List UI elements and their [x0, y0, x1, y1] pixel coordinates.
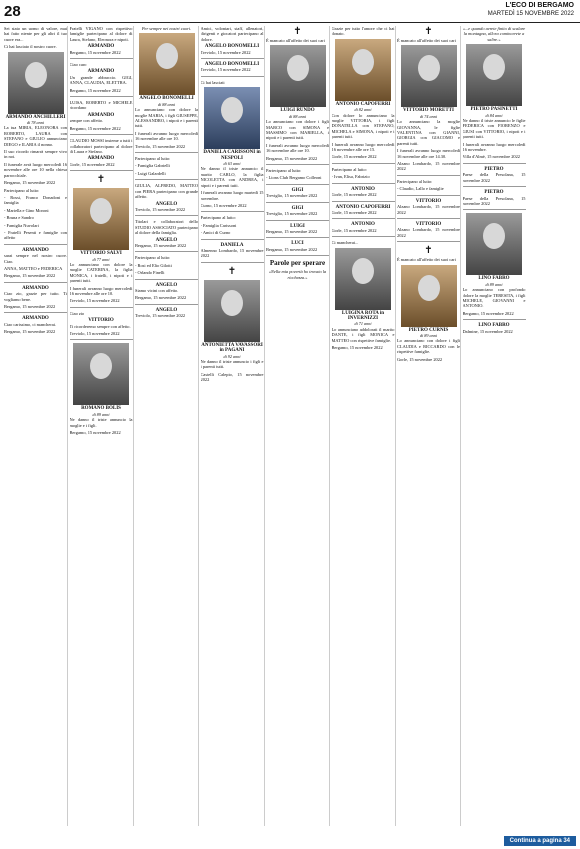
notice-text: La tua MIRIA, ELEONORA con ROBERTO, LAURA con STEFANO e GIULIO annunciano DIEGO e ILARIA il nonno.: [4, 125, 67, 147]
notice-text: Bergamo, 15 novembre 2022: [4, 329, 56, 335]
divider: [463, 319, 526, 320]
notice-text: Lo annunciano addolorati il marito DANTE, i figli MONICA e MATTEO con rispettive famiglie.: [331, 326, 395, 343]
portrait-photo: [204, 87, 260, 149]
deceased-name: ANTONIO CAPOFERRI: [335, 101, 391, 107]
notice-text: Il funerale avrà luogo mercoledì 16 novembre alle ore 10 nella chiesa parrocchiale.: [4, 161, 67, 178]
notice-text: Castelli Calepio, 15 novembre 2022: [200, 371, 264, 383]
notice-text: Amici, volontari, staff, allenatori, dirigenti e giocatori partecipano al dolore.: [200, 26, 264, 42]
notice-text: - Rosi ed Elio Gilotti: [135, 262, 172, 268]
notice-text: Ne danno il triste annuncio la moglie e i figli.: [69, 417, 133, 428]
notice-text: Siamo vicini con affetto.: [135, 287, 179, 293]
divider: [397, 175, 460, 176]
notice-text: Villa d'Almè, 15 novembre 2022: [462, 154, 520, 160]
notice-text: Bergamo, 15 novembre 2022: [135, 295, 187, 301]
deceased-name: ANTONIO: [351, 222, 375, 228]
cross-icon: ✝: [424, 26, 433, 37]
portrait-photo: [466, 44, 522, 106]
notice-text: Partecipano al lutto:: [4, 187, 40, 193]
column-2: [70, 26, 134, 826]
divider: [463, 186, 526, 187]
quote-text: «...e quando avrete finito di scalare la montagna, allora comincerete a salire.»: [462, 26, 526, 42]
deceased-name: LUIGINA ROTA in INVERNIZZI: [341, 310, 385, 321]
deceased-name: PIETRO PASINETTI: [470, 107, 518, 113]
portrait-photo: [8, 52, 64, 114]
divider: [135, 279, 198, 280]
column-5: [266, 26, 330, 826]
deceased-name: ARMANDO: [22, 285, 49, 291]
obituary-columns: [4, 26, 576, 826]
divider: [397, 195, 460, 196]
masthead: [488, 1, 574, 19]
divider: [4, 312, 67, 313]
notice-text: Bergamo, 15 novembre 2022: [266, 155, 318, 161]
divider: [70, 307, 133, 308]
notice-text: Lo annunciano con profondo dolore la moglie TERESITA, i figli MICHELE, GIOVANNI e ANTONIO.: [462, 287, 526, 309]
deceased-name: VITTORIO SALVI: [80, 251, 122, 257]
notice-text: - Rossi, Franco Donadoni e famiglia: [4, 194, 67, 206]
quote-text: Per sempre nei nostri cuori.: [141, 26, 192, 31]
age-note: di 74 anni: [420, 113, 437, 119]
deceased-name: ANGELO: [155, 201, 178, 207]
deceased-name: ANTONIO CAPOFERRI: [335, 204, 391, 210]
deceased-name: ARMANDO: [87, 112, 115, 118]
notice-text: I funerali avranno luogo mercoledì 16 novembre alle ore 10.: [69, 285, 133, 296]
notice-text: - Fratelli Pesenti e famiglie con affetto: [4, 229, 67, 241]
portrait-photo: [466, 213, 522, 275]
notice-text: Con dolore lo annunciano la moglie VITTORIA, i figli DONATELLA con STEFANO, MICHELA e SIMONA, i nipoti e i parenti tutti.: [331, 112, 395, 140]
notice-text: Bergamo, 15 novembre 2022: [69, 125, 121, 131]
notice-text: Treviolo, 15 novembre 2022: [69, 331, 120, 336]
notice-text: Bergamo, 15 novembre 2022: [69, 430, 121, 436]
deceased-name: ARMANDO: [87, 44, 115, 50]
notice-text: LUISA, ROBERTO e MICHELE ricordano: [69, 100, 133, 111]
age-note: di 77 anni: [92, 256, 110, 262]
notice-text: È mancato all'affetto dei suoi cari: [266, 38, 325, 43]
divider: [266, 237, 329, 238]
age-note: di 92 anni: [223, 353, 241, 359]
age-note: di 88 anni: [289, 113, 306, 119]
deceased-name: VITTORIO: [415, 198, 442, 204]
notice-text: - Lions Club Bergamo Colleoni: [266, 175, 322, 181]
notice-text: Lo annunciano con dolore i figli MARCO con SIMONA e MASSIMO con MARIELLA, i nipoti e i parenti tutti.: [266, 119, 329, 141]
page-number: 28: [4, 3, 21, 20]
notice-text: Almenno Lombardo, 15 novembre 2022: [200, 247, 264, 259]
divider: [135, 304, 198, 305]
continue-banner[interactable]: Continua a pagina 34: [504, 836, 576, 846]
notice-text: Ci mancherai...: [331, 240, 359, 246]
notice-text: È mancato all'affetto dei suoi cari: [397, 38, 456, 43]
notice-text: Treviolo, 15 novembre 2022: [135, 206, 186, 212]
notice-text: Bergamo, 15 novembre 2022: [266, 246, 318, 252]
deceased-name: ANTONIETTA VAVASSORI in PAGANI: [201, 342, 263, 354]
age-note: di 89 anni: [485, 281, 503, 287]
notice-text: Grazie per tutto l'amore che ci hai donato.: [331, 26, 395, 37]
deceased-name: LUIGI: [290, 223, 305, 229]
column-7: [397, 26, 461, 826]
notice-text: - Mariella e Gino Moroni: [4, 207, 49, 213]
cross-icon: ✝: [293, 26, 302, 37]
notice-text: Gorle, 15 novembre 2022: [331, 227, 377, 233]
notice-text: Ne danno il triste annuncio i figli e i parenti tutti.: [200, 358, 264, 370]
divider: [4, 282, 67, 283]
divider: [463, 163, 526, 164]
divider: [332, 218, 395, 219]
issue-date: MARTEDÌ 15 NOVEMBRE 2022: [487, 11, 574, 17]
notice-text: I funerali avranno luogo mercoledì 16 novembre alle ore 10.: [266, 142, 329, 154]
notice-text: - Amici di Curno: [200, 230, 231, 236]
notice-text: Paese della Presolana, 15 novembre 2022: [462, 195, 526, 206]
notice-text: Ci hai lasciati: [200, 79, 225, 85]
divider: [266, 184, 329, 185]
notice-text: Gorle, 15 novembre 2022: [331, 209, 377, 215]
notice-text: Treviolo, 15 novembre 2022: [200, 67, 251, 73]
notice-text: Un grande abbraccio. GIGI, ANNA, CLAUDIA, ELETTRA.: [69, 74, 133, 86]
notice-text: Lo annunciano con dolore i figli CLAUDIA e RICCARDO con le rispettive famiglie.: [397, 338, 460, 355]
divider: [332, 236, 395, 237]
divider: [201, 262, 264, 263]
column-8: [463, 26, 526, 826]
notice-text: sempre con affetto.: [69, 118, 104, 124]
deceased-name: ANGELO: [155, 237, 178, 243]
notice-text: Bergamo, 15 novembre 2022: [462, 310, 514, 316]
deceased-name: DANIELA CARISSONI in NESPOLI: [203, 150, 261, 161]
notice-text: - Bruna e Sandro: [4, 215, 34, 221]
divider: [201, 58, 264, 59]
notice-text: Treviolo, 15 novembre 2022: [69, 298, 120, 304]
notice-text: Partecipano al lutto:: [200, 215, 236, 221]
notice-text: Bergamo, 15 novembre 2022: [4, 273, 56, 279]
notice-text: Treviglio, 15 novembre 2022: [266, 193, 318, 199]
notice-text: Partecipano al lutto:: [135, 255, 171, 261]
deceased-name: LINO FABRO: [478, 276, 510, 282]
notice-text: I funerali avranno luogo mercoledì 16 novembre alle ore 14.30.: [397, 148, 460, 159]
notice-text: ANNA, MATTEO e FEDERICA: [4, 265, 63, 271]
divider: [266, 255, 329, 256]
deceased-name: LINO FABRO: [478, 323, 510, 329]
notice-text: - Ivan, Elisa, Fabrizio: [331, 174, 370, 180]
divider: [4, 244, 67, 245]
notice-text: Ciao zio: [69, 310, 85, 316]
portrait-photo: [73, 343, 129, 405]
divider: [201, 76, 264, 77]
notice-text: Paese della Presolana, 15 novembre 2022: [462, 172, 526, 183]
notice-text: I funerali avranno luogo mercoledì 16 novembre alle ore 15.: [331, 141, 395, 153]
notice-text: sarai sempre nel nostro cuore. Ciao.: [4, 253, 67, 264]
notice-text: Dalmine, 15 novembre 2022: [462, 328, 513, 334]
cross-icon: ✝: [424, 245, 433, 257]
notice-text: Treviolo, 15 novembre 2022: [200, 49, 251, 55]
column-4: [201, 26, 265, 826]
notice-text: Treviolo, 15 novembre 2022: [135, 143, 186, 149]
deceased-name: LUCI: [291, 241, 304, 247]
column-6: [332, 26, 396, 826]
notice-text: Bergamo, 15 novembre 2022: [266, 228, 318, 234]
portrait-photo: [270, 45, 326, 107]
notice-text: Sei stato un uomo di valore, mai hai fatto niente per gli altri il tuo cuore era...: [4, 26, 67, 42]
notice-text: Bergamo, 15 novembre 2022: [4, 180, 56, 186]
notice-text: Alzano Lombardo, 15 novembre 2022: [397, 204, 460, 215]
portrait-photo: [401, 265, 457, 327]
notice-text: Titolari e collaboratori dello STUDIO ASSOCIATO partecipano al dolore della famiglia.: [135, 219, 198, 236]
notice-text: Partecipano al lutto:: [331, 166, 367, 172]
notice-text: Lo annunciano con dolore la moglie CATERINA, la figlia MONICA, i fratelli, i nipoti e i parenti tutti.: [69, 261, 133, 284]
age-note: di 63 anni: [223, 161, 241, 167]
deceased-name: ARMANDO: [22, 316, 49, 322]
notice-text: - Claudio, Lallo e famiglie: [397, 186, 444, 192]
age-note: di 82 anni: [354, 107, 372, 113]
divider: [332, 163, 395, 164]
notice-text: Gorle, 15 novembre 2022: [397, 356, 443, 362]
divider: [70, 170, 133, 171]
notice-text: Ciao caro: [69, 62, 87, 68]
deceased-name: PIETRO: [484, 166, 504, 172]
deceased-name: GIGI: [291, 187, 304, 193]
notice-text: - Orlando Finelli: [135, 270, 165, 276]
notice-text: - Luigi Galardelli: [135, 170, 166, 176]
portrait-photo: [335, 248, 391, 310]
notice-text: Alzano Lombardo, 15 novembre 2022: [397, 161, 460, 172]
deceased-name: LUIGI RUNDO: [280, 108, 315, 114]
divider: [201, 211, 264, 212]
age-note: di 78 anni: [27, 120, 44, 126]
section-heading: Parole per sperare: [269, 259, 326, 268]
publication-name: L'ECO DI BERGAMO: [505, 2, 574, 9]
divider: [332, 201, 395, 202]
notice-text: Ciao zio, grazie per tutto. Ti vogliamo bene.: [4, 291, 67, 302]
divider: [135, 251, 198, 252]
divider: [332, 183, 395, 184]
portrait-photo: [73, 188, 129, 250]
divider: [463, 209, 526, 210]
divider: [266, 220, 329, 221]
notice-text: Bergamo, 15 novembre 2022: [135, 242, 187, 248]
divider: [70, 58, 133, 59]
divider: [266, 202, 329, 203]
page-header: [0, 0, 580, 23]
notice-text: Ti ricorderemo sempre con affetto.: [69, 323, 131, 329]
portrait-photo: [204, 280, 260, 342]
notice-text: Fratelli VIGANO con rispettivo famiglie partecipano al dolore di Laura, Stefano, Eleonora e nipoti.: [69, 26, 133, 42]
divider: [70, 339, 133, 340]
portrait-photo: [139, 33, 195, 95]
cross-icon: ✝: [227, 265, 237, 277]
notice-text: Ci hai lasciato il nostro cuore.: [4, 44, 57, 50]
notice-text: Gorle, 15 novembre 2022: [331, 154, 377, 160]
divider: [397, 241, 460, 242]
age-note: di 89 anni: [92, 411, 110, 417]
notice-text: GIULIA, ALFREDO, MATTEO con PIERA partecipano con grande affetto.: [135, 183, 198, 200]
notice-text: CLAUDIO MOSSI insieme a tutti i collaboratori partecipano al dolore di Laura e Stefano.: [69, 138, 133, 154]
column-3: [135, 26, 199, 826]
deceased-name: DANIELA: [220, 242, 244, 248]
divider: [135, 179, 198, 180]
notice-text: Ne danno il triste annuncio il marito CARLO, la figlia NICOLETTA con ANDREA, i nipoti e i parenti tutti.: [200, 166, 264, 188]
divider: [70, 96, 133, 97]
age-note: di 88 anni: [158, 101, 175, 107]
notice-text: Gorle, 15 novembre 2022: [69, 161, 115, 167]
notice-text: Curno, 15 novembre 2022: [200, 202, 247, 208]
notice-text: - Famiglia Carissoni: [200, 222, 237, 228]
deceased-name: ARMANDO ANCHILLERI: [5, 114, 66, 120]
notice-text: I funerali avranno luogo martedì 15 novembre.: [200, 190, 264, 201]
portrait-photo: [401, 45, 457, 107]
notice-text: Treviolo, 15 novembre 2022: [135, 313, 186, 319]
deceased-name: ANGELO BONOMELLI: [204, 62, 260, 68]
divider: [397, 218, 460, 219]
notice-text: I funerali avranno luogo mercoledì 16 novembre.: [462, 141, 526, 153]
age-note: di 89 anni: [420, 332, 437, 338]
notice-text: Partecipano al lutto:: [397, 178, 433, 184]
deceased-name: PIETRO CURNIS: [408, 327, 449, 333]
deceased-name: PIETRO: [484, 190, 504, 196]
deceased-name: ANGELO: [155, 307, 178, 313]
divider: [135, 215, 198, 216]
notice-text: Treviglio, 15 novembre 2022: [266, 211, 318, 217]
notice-text: - Famiglia Nuvolari: [4, 222, 39, 228]
notice-text: È mancato all'affetto dei suoi cari: [397, 257, 456, 263]
notice-text: Lo annunciano la moglie GIOVANNA, le figlie VALENTINA con GIANNI, GIORGIA con GIACOMO e parenti tutti.: [397, 119, 460, 146]
age-note: di 84 anni: [485, 112, 503, 118]
deceased-name: ARMANDO: [22, 247, 49, 253]
age-note: di 71 anni: [354, 321, 372, 327]
column-1: [4, 26, 68, 826]
notice-text: I funerali avranno luogo mercoledì 16 novembre alle ore 10.: [135, 130, 198, 142]
deceased-name: ANGELO: [155, 282, 178, 288]
cross-icon: ✝: [96, 174, 106, 186]
divider: [266, 164, 329, 165]
portrait-photo: [335, 39, 391, 101]
deceased-name: ANTONIO: [351, 186, 375, 192]
notice-text: - Famiglia Gabrielli: [135, 163, 170, 169]
deceased-name: ARMANDO: [87, 156, 115, 162]
notice-text: Bergamo, 15 novembre 2022: [4, 304, 56, 309]
notice-text: Il suo ricordo rimarrà sempre vivo in noi.: [4, 149, 67, 160]
notice-text: Ne danno il triste annuncio le figlie FEDERICA con FIORENZO e GIUSI con VITTORIO, i nipoti e i parenti tutti.: [462, 118, 526, 140]
notice-text: Bergamo, 15 novembre 2022: [69, 49, 121, 55]
deceased-name: VITTORIO: [415, 221, 442, 227]
notice-text: Partecipano al lutto:: [266, 168, 302, 174]
deceased-name: ARMANDO: [87, 69, 115, 75]
notice-text: Ciao carissimo, ci mancherai.: [4, 321, 57, 327]
divider: [201, 239, 264, 240]
deceased-name: ANGELO BONOMELLI: [139, 96, 194, 102]
notice-text: Alzano Lombardo, 15 novembre 2022: [397, 227, 460, 238]
notice-text: Gorle, 15 novembre 2022: [331, 192, 377, 198]
quote-text: «Nella mia povertà ho trovato la ricchezza.»: [268, 269, 327, 280]
notice-text: Lo annunciano con dolore la moglie MARIA, i figli GIUSEPPE, ALESSANDRO, i nipoti e i parenti tutti.: [135, 107, 198, 129]
deceased-name: ROMANO BOLIS: [81, 406, 121, 412]
deceased-name: GIGI: [291, 205, 304, 211]
notice-text: Bergamo, 15 novembre 2022: [331, 344, 383, 350]
deceased-name: VITTORIO: [88, 318, 114, 324]
divider: [70, 134, 133, 135]
deceased-name: ANGELO BONOMELLI: [204, 44, 260, 50]
divider: [135, 152, 198, 153]
notice-text: Bergamo, 15 novembre 2022: [69, 87, 121, 93]
notice-text: Partecipano al lutto:: [135, 156, 171, 162]
deceased-name: VITTORIO MORETTI: [403, 108, 454, 114]
